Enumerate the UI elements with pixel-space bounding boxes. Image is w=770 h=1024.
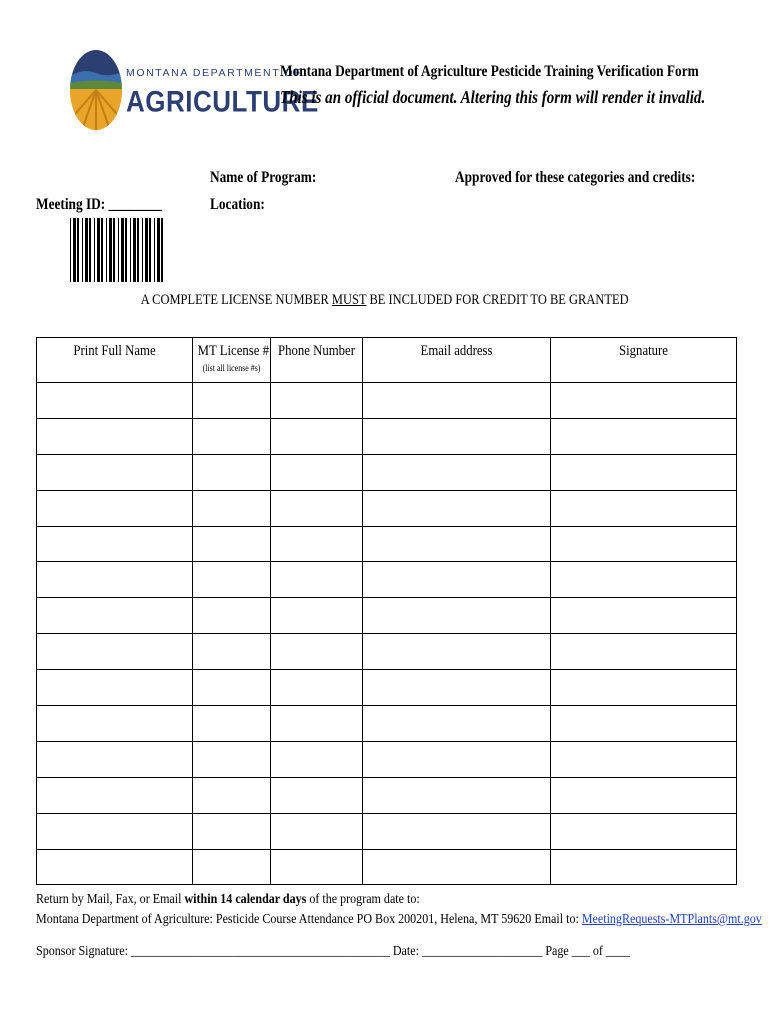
table-row bbox=[37, 490, 737, 526]
table-cell[interactable] bbox=[37, 777, 193, 813]
table-cell[interactable] bbox=[551, 454, 737, 490]
table-row bbox=[37, 526, 737, 562]
table-cell[interactable] bbox=[271, 670, 363, 706]
table-cell[interactable] bbox=[551, 670, 737, 706]
table-cell[interactable] bbox=[193, 634, 271, 670]
table-cell[interactable] bbox=[193, 490, 271, 526]
table-cell[interactable] bbox=[363, 562, 551, 598]
table-row bbox=[37, 670, 737, 706]
table-cell[interactable] bbox=[551, 741, 737, 777]
table-cell[interactable] bbox=[551, 562, 737, 598]
table-cell[interactable] bbox=[363, 454, 551, 490]
table-cell[interactable] bbox=[363, 849, 551, 885]
table-cell[interactable] bbox=[271, 634, 363, 670]
table-cell[interactable] bbox=[37, 526, 193, 562]
table-cell[interactable] bbox=[271, 490, 363, 526]
table-cell[interactable] bbox=[37, 741, 193, 777]
table-cell[interactable] bbox=[551, 813, 737, 849]
table-cell[interactable] bbox=[551, 490, 737, 526]
column-header-phone: Phone Number bbox=[271, 338, 363, 383]
table-cell[interactable] bbox=[271, 813, 363, 849]
meeting-id-label: Meeting ID: ________ bbox=[36, 196, 162, 213]
table-row bbox=[37, 634, 737, 670]
license-notice bbox=[0, 292, 770, 309]
logo-emblem-icon bbox=[70, 50, 122, 130]
table-row bbox=[37, 454, 737, 490]
table-cell[interactable] bbox=[551, 777, 737, 813]
table-cell[interactable] bbox=[551, 598, 737, 634]
table-cell[interactable] bbox=[551, 418, 737, 454]
table-cell[interactable] bbox=[193, 526, 271, 562]
table-cell[interactable] bbox=[37, 418, 193, 454]
approved-categories-label: Approved for these categories and credits: bbox=[455, 169, 696, 186]
table-cell[interactable] bbox=[363, 813, 551, 849]
table-cell[interactable] bbox=[37, 562, 193, 598]
table-cell[interactable] bbox=[551, 383, 737, 419]
table-cell[interactable] bbox=[271, 562, 363, 598]
table-cell[interactable] bbox=[193, 706, 271, 742]
form-subtitle: This is an official document. Altering this form will render it invalid. bbox=[280, 87, 706, 107]
notice-text-end: BE INCLUDED FOR CREDIT TO BE GRANTED bbox=[366, 292, 629, 308]
attendance-table bbox=[36, 337, 737, 885]
column-header-signature: Signature bbox=[551, 338, 737, 383]
table-cell[interactable] bbox=[37, 849, 193, 885]
table-cell[interactable] bbox=[363, 526, 551, 562]
notice-emphasis: MUST bbox=[332, 292, 367, 308]
table-cell[interactable] bbox=[551, 526, 737, 562]
mailing-address: Montana Department of Agriculture: Pesticide Course Attendance PO Box 200201, Helena, MT 59620 Email to: MeetingRequests-MTPlants@mt.gov bbox=[36, 912, 762, 927]
table-cell[interactable] bbox=[271, 706, 363, 742]
table-row bbox=[37, 598, 737, 634]
table-cell[interactable] bbox=[551, 849, 737, 885]
table-cell[interactable] bbox=[363, 741, 551, 777]
table-cell[interactable] bbox=[193, 849, 271, 885]
return-instructions: Return by Mail, Fax, or Email within 14 calendar days of the program date to: bbox=[36, 892, 420, 907]
license-sublabel: (list all license #s) bbox=[202, 363, 261, 373]
table-cell[interactable] bbox=[363, 706, 551, 742]
table-row bbox=[37, 813, 737, 849]
table-cell[interactable] bbox=[37, 813, 193, 849]
barcode-icon bbox=[70, 218, 166, 282]
table-cell[interactable] bbox=[37, 490, 193, 526]
table-cell[interactable] bbox=[37, 634, 193, 670]
table-row bbox=[37, 383, 737, 419]
agriculture-logo bbox=[70, 50, 319, 132]
table-cell[interactable] bbox=[193, 670, 271, 706]
table-cell[interactable] bbox=[37, 598, 193, 634]
table-cell[interactable] bbox=[193, 777, 271, 813]
column-header-full-name: Print Full Name bbox=[37, 338, 193, 383]
table-cell[interactable] bbox=[271, 777, 363, 813]
table-cell[interactable] bbox=[37, 454, 193, 490]
logo-agriculture-text: AGRICULTURE bbox=[126, 84, 319, 119]
table-row bbox=[37, 777, 737, 813]
return-deadline: within 14 calendar days bbox=[184, 892, 307, 907]
table-cell[interactable] bbox=[193, 813, 271, 849]
table-cell[interactable] bbox=[363, 418, 551, 454]
column-header-license: MT License # (list all license #s) bbox=[193, 338, 271, 383]
form-title: Montana Department of Agriculture Pesticide Training Verification Form bbox=[280, 63, 699, 80]
table-cell[interactable] bbox=[271, 383, 363, 419]
table-header-row bbox=[37, 338, 737, 383]
table-cell[interactable] bbox=[37, 670, 193, 706]
location-label: Location: bbox=[210, 196, 265, 213]
table-cell[interactable] bbox=[271, 454, 363, 490]
table-cell[interactable] bbox=[363, 383, 551, 419]
program-name-label: Name of Program: bbox=[210, 169, 317, 186]
table-cell[interactable] bbox=[551, 706, 737, 742]
table-cell[interactable] bbox=[193, 598, 271, 634]
table-cell[interactable] bbox=[193, 454, 271, 490]
table-cell[interactable] bbox=[193, 383, 271, 419]
table-cell[interactable] bbox=[363, 670, 551, 706]
notice-text-start: A COMPLETE LICENSE NUMBER bbox=[141, 292, 333, 308]
table-row bbox=[37, 849, 737, 885]
table-cell[interactable] bbox=[271, 741, 363, 777]
table-cell[interactable] bbox=[363, 598, 551, 634]
table-cell[interactable] bbox=[193, 741, 271, 777]
table-cell[interactable] bbox=[271, 598, 363, 634]
table-cell[interactable] bbox=[363, 490, 551, 526]
table-cell[interactable] bbox=[37, 383, 193, 419]
sponsor-signature-line: Sponsor Signature: ___________________________________________ Date: ____________________ Page ___ of ____ bbox=[36, 944, 630, 959]
table-cell[interactable] bbox=[363, 777, 551, 813]
table-cell[interactable] bbox=[37, 706, 193, 742]
table-cell[interactable] bbox=[193, 418, 271, 454]
table-cell[interactable] bbox=[551, 634, 737, 670]
column-header-email: Email address bbox=[363, 338, 551, 383]
table-cell[interactable] bbox=[363, 634, 551, 670]
table-cell[interactable] bbox=[271, 418, 363, 454]
table-cell[interactable] bbox=[271, 526, 363, 562]
table-cell[interactable] bbox=[271, 849, 363, 885]
table-row bbox=[37, 562, 737, 598]
table-row bbox=[37, 706, 737, 742]
table-cell[interactable] bbox=[193, 562, 271, 598]
logo-department-text: MONTANA DEPARTMENT OF bbox=[126, 67, 303, 79]
email-link[interactable]: MeetingRequests-MTPlants@mt.gov bbox=[581, 912, 762, 927]
table-row bbox=[37, 418, 737, 454]
table-row bbox=[37, 741, 737, 777]
